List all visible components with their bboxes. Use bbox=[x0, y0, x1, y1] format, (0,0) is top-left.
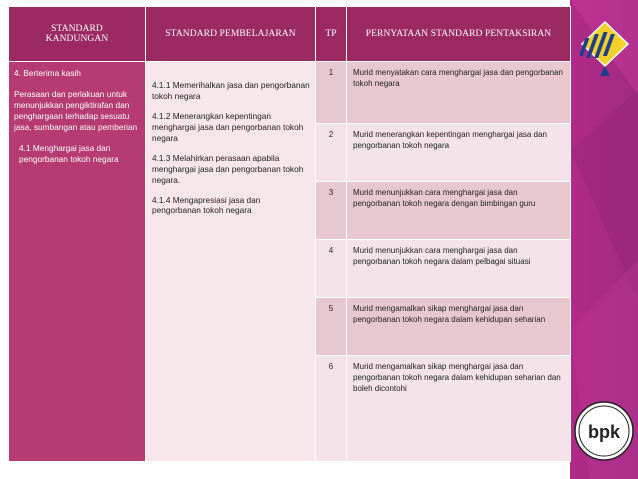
std-sub: 4.1 Menghargai jasa dan pengorbanan tokoh negara bbox=[19, 142, 119, 164]
pernyataan-cell-1 bbox=[347, 62, 571, 124]
header-standard-kandungan: STANDARD KANDUNGAN bbox=[9, 7, 146, 62]
tp-value: 2 bbox=[328, 130, 334, 139]
table-header-row bbox=[9, 7, 571, 62]
tp-cell-3 bbox=[316, 182, 347, 240]
tp-value: 1 bbox=[328, 68, 334, 77]
pernyataan-cell-3 bbox=[347, 182, 571, 240]
std-description: Perasaan dan perlakuan untuk menunjukkan pengiktirafan dan penghargaan terhadap sesuatu jasa, sumbangan atau pemberian bbox=[14, 88, 138, 132]
pernyataan-text: Murid menunjukkan cara menghargai jasa dan pengorbanan tokoh negara dengan bimbingan guru bbox=[353, 188, 536, 208]
tp-cell-1 bbox=[316, 62, 347, 124]
sp-item-3: 4.1.3 Melahirkan perasaan apabila menghargai jasa dan pengorbanan tokoh negara. bbox=[152, 152, 304, 185]
bpk-logo-icon bbox=[573, 400, 635, 462]
tp-cell-6 bbox=[316, 356, 347, 462]
tp-value: 4 bbox=[328, 246, 334, 255]
pernyataan-text: Murid menyatakan cara menghargai jasa dan pengorbanan tokoh negara bbox=[353, 68, 563, 88]
standard-kandungan-cell bbox=[9, 62, 146, 462]
standard-pembelajaran-cell bbox=[146, 62, 316, 462]
std-title: 4. Berterima kasih bbox=[14, 68, 81, 78]
sp-item-4: 4.1.4 Mengapresiasi jasa dan pengorbanan tokoh negara bbox=[152, 194, 261, 216]
pernyataan-cell-4 bbox=[347, 240, 571, 298]
pernyataan-text: Murid menunjukkan cara menghargai jasa dan pengorbanan tokoh negara dalam pelbagai situasi bbox=[353, 246, 531, 266]
kpm-logo-icon bbox=[580, 20, 630, 80]
header-standard-pembelajaran: STANDARD PEMBELAJARAN bbox=[146, 7, 316, 62]
tp-value: 6 bbox=[328, 362, 334, 371]
pernyataan-cell-2 bbox=[347, 124, 571, 182]
header-tp: TP bbox=[316, 7, 347, 62]
tp-value: 5 bbox=[328, 304, 334, 313]
bpk-logo-graphic bbox=[573, 400, 635, 462]
header-pernyataan: PERNYATAAN STANDARD PENTAKSIRAN bbox=[347, 7, 571, 62]
tp-cell-2 bbox=[316, 124, 347, 182]
pernyataan-text: Murid mengamalkan sikap menghargai jasa dan pengorbanan tokoh negara dalam kehidupan seharian bbox=[353, 304, 546, 324]
sp-item-2: 4.1.2 Menerangkan kepentingan menghargai jasa dan pengorbanan tokoh negara bbox=[152, 110, 304, 143]
assessment-table-container bbox=[8, 6, 570, 462]
pernyataan-cell-6 bbox=[347, 356, 571, 462]
table-row bbox=[9, 62, 571, 124]
tp-value: 3 bbox=[328, 188, 334, 197]
assessment-table bbox=[8, 6, 571, 462]
pernyataan-text: Murid menerangkan kepentingan menghargai jasa dan pengorbanan tokoh negara bbox=[353, 130, 547, 150]
pernyataan-text: Murid mengamalkan sikap menghargai jasa dan pengorbanan tokoh negara dalam kehidupan seharian dan boleh dicontohi bbox=[353, 362, 561, 393]
tp-cell-5 bbox=[316, 298, 347, 356]
bpk-logo-text: bpk bbox=[587, 422, 621, 442]
sp-item-1: 4.1.1 Memerihalkan jasa dan pengorbanan tokoh negara bbox=[152, 80, 310, 101]
pernyataan-cell-5 bbox=[347, 298, 571, 356]
tp-cell-4 bbox=[316, 240, 347, 298]
